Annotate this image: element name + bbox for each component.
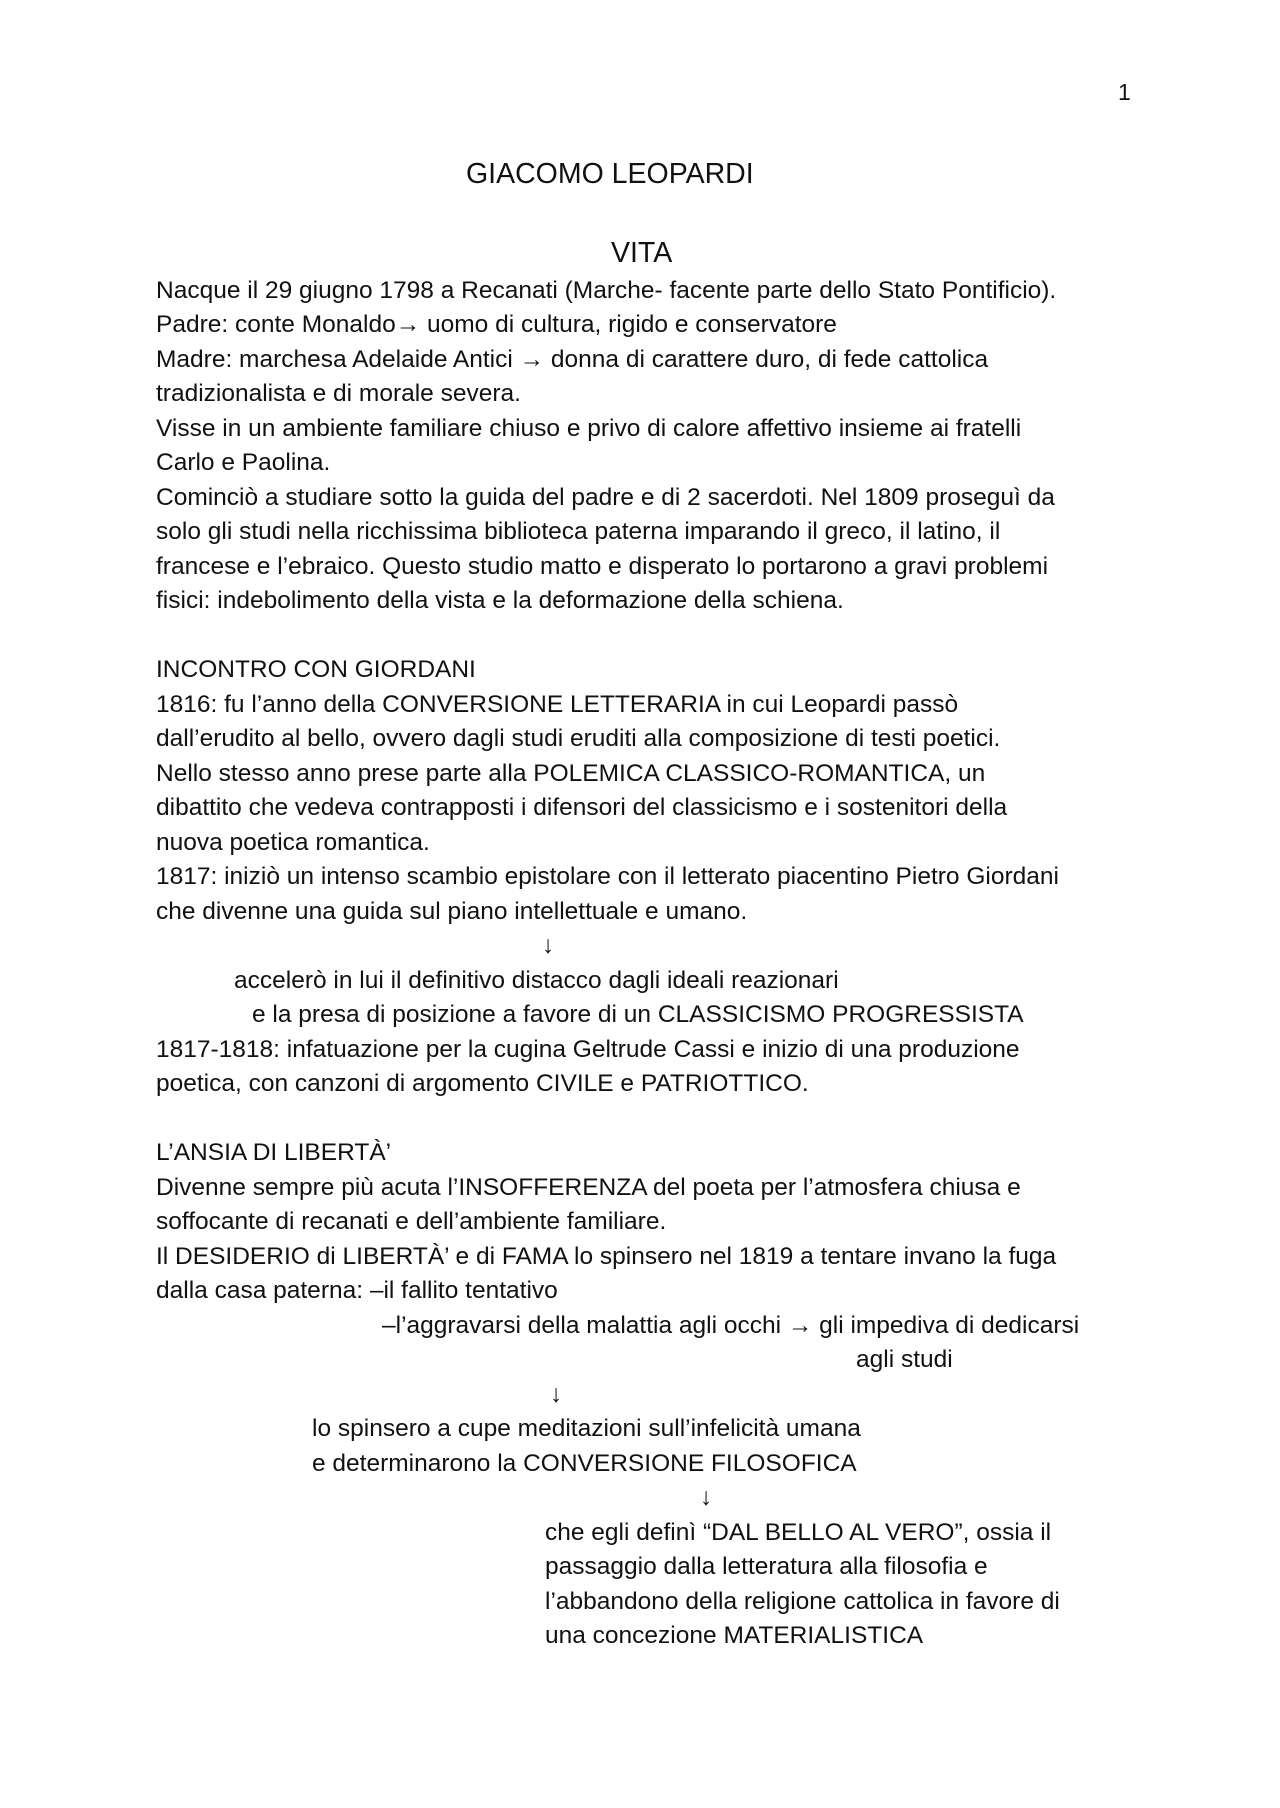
liberta-cause-continuation: agli studi <box>856 1346 953 1373</box>
liberta-line: Divenne sempre più acuta l’INSOFFERENZA del poeta per l’atmosfera chiusa e <box>156 1174 1021 1201</box>
giordani-consequence: e la presa di posizione a favore di un CLASSICISMO PROGRESSISTA <box>252 1001 1024 1028</box>
vita-line: Visse in un ambiente familiare chiuso e privo di calore affettivo insieme ai fratelli <box>156 415 1022 442</box>
down-arrow-icon: ↓ <box>700 1484 713 1511</box>
vita-line: Madre: marchesa Adelaide Antici → donna di carattere duro, di fede cattolica <box>156 346 989 373</box>
liberta-line: Il DESIDERIO di LIBERTÀ’ e di FAMA lo spinsero nel 1819 a tentare invano la fuga <box>156 1243 1057 1270</box>
liberta-line: dalla casa paterna: –il fallito tentativo <box>156 1277 558 1304</box>
giordani-line: 1817: iniziò un intenso scambio epistolare con il letterato piacentino Pietro Giordani <box>156 863 1059 890</box>
liberta-cause: –l’aggravarsi della malattia agli occhi → gli impediva di dedicarsi <box>382 1312 1080 1339</box>
liberta-definition: passaggio dalla letteratura alla filosofia e <box>545 1553 988 1580</box>
liberta-definition: che egli definì “DAL BELLO AL VERO”, ossia il <box>545 1519 1052 1546</box>
liberta-definition: l’abbandono della religione cattolica in favore di <box>545 1588 1060 1615</box>
section-title-vita: VITA <box>611 237 673 269</box>
giordani-consequence: accelerò in lui il definitivo distacco dagli ideali reazionari <box>234 967 839 994</box>
liberta-effect: lo spinsero a cupe meditazioni sull’infelicità umana <box>312 1415 861 1442</box>
liberta-line: soffocante di recanati e dell’ambiente familiare. <box>156 1208 667 1235</box>
giordani-line: 1817-1818: infatuazione per la cugina Geltrude Cassi e inizio di una produzione <box>156 1036 1020 1063</box>
down-arrow-icon: ↓ <box>550 1381 563 1408</box>
giordani-line: che divenne una guida sul piano intellettuale e umano. <box>156 898 748 925</box>
vita-line: fisici: indebolimento della vista e la deformazione della schiena. <box>156 587 844 614</box>
section-heading-liberta: L’ANSIA DI LIBERTÀ’ <box>156 1139 392 1166</box>
liberta-definition: una concezione MATERIALISTICA <box>545 1622 924 1649</box>
giordani-line: Nello stesso anno prese parte alla POLEMICA CLASSICO-ROMANTICA, un <box>156 760 986 787</box>
down-arrow-icon: ↓ <box>542 932 555 959</box>
vita-line: Padre: conte Monaldo→ uomo di cultura, rigido e conservatore <box>156 311 837 338</box>
section-heading-giordani: INCONTRO CON GIORDANI <box>156 656 476 683</box>
vita-line: tradizionalista e di morale severa. <box>156 380 521 407</box>
vita-line: Carlo e Paolina. <box>156 449 331 476</box>
page-number: 1 <box>1118 79 1131 105</box>
giordani-line: poetica, con canzoni di argomento CIVILE e PATRIOTTICO. <box>156 1070 809 1097</box>
giordani-line: dall’erudito al bello, ovvero dagli studi eruditi alla composizione di testi poetici. <box>156 725 1001 752</box>
giordani-line: 1816: fu l’anno della CONVERSIONE LETTERARIA in cui Leopardi passò <box>156 691 959 718</box>
giordani-line: dibattito che vedeva contrapposti i difensori del classicismo e i sostenitori della <box>156 794 1008 821</box>
vita-line: Cominciò a studiare sotto la guida del padre e di 2 sacerdoti. Nel 1809 proseguì da <box>156 484 1055 511</box>
liberta-effect: e determinarono la CONVERSIONE FILOSOFICA <box>312 1450 857 1477</box>
giordani-line: nuova poetica romantica. <box>156 829 430 856</box>
document-title: GIACOMO LEOPARDI <box>466 158 754 190</box>
vita-line: Nacque il 29 giugno 1798 a Recanati (Marche- facente parte dello Stato Pontificio). <box>156 277 1057 304</box>
vita-line: solo gli studi nella ricchissima biblioteca paterna imparando il greco, il latino, il <box>156 518 1001 545</box>
vita-line: francese e l’ebraico. Questo studio matto e disperato lo portarono a gravi problemi <box>156 553 1049 580</box>
